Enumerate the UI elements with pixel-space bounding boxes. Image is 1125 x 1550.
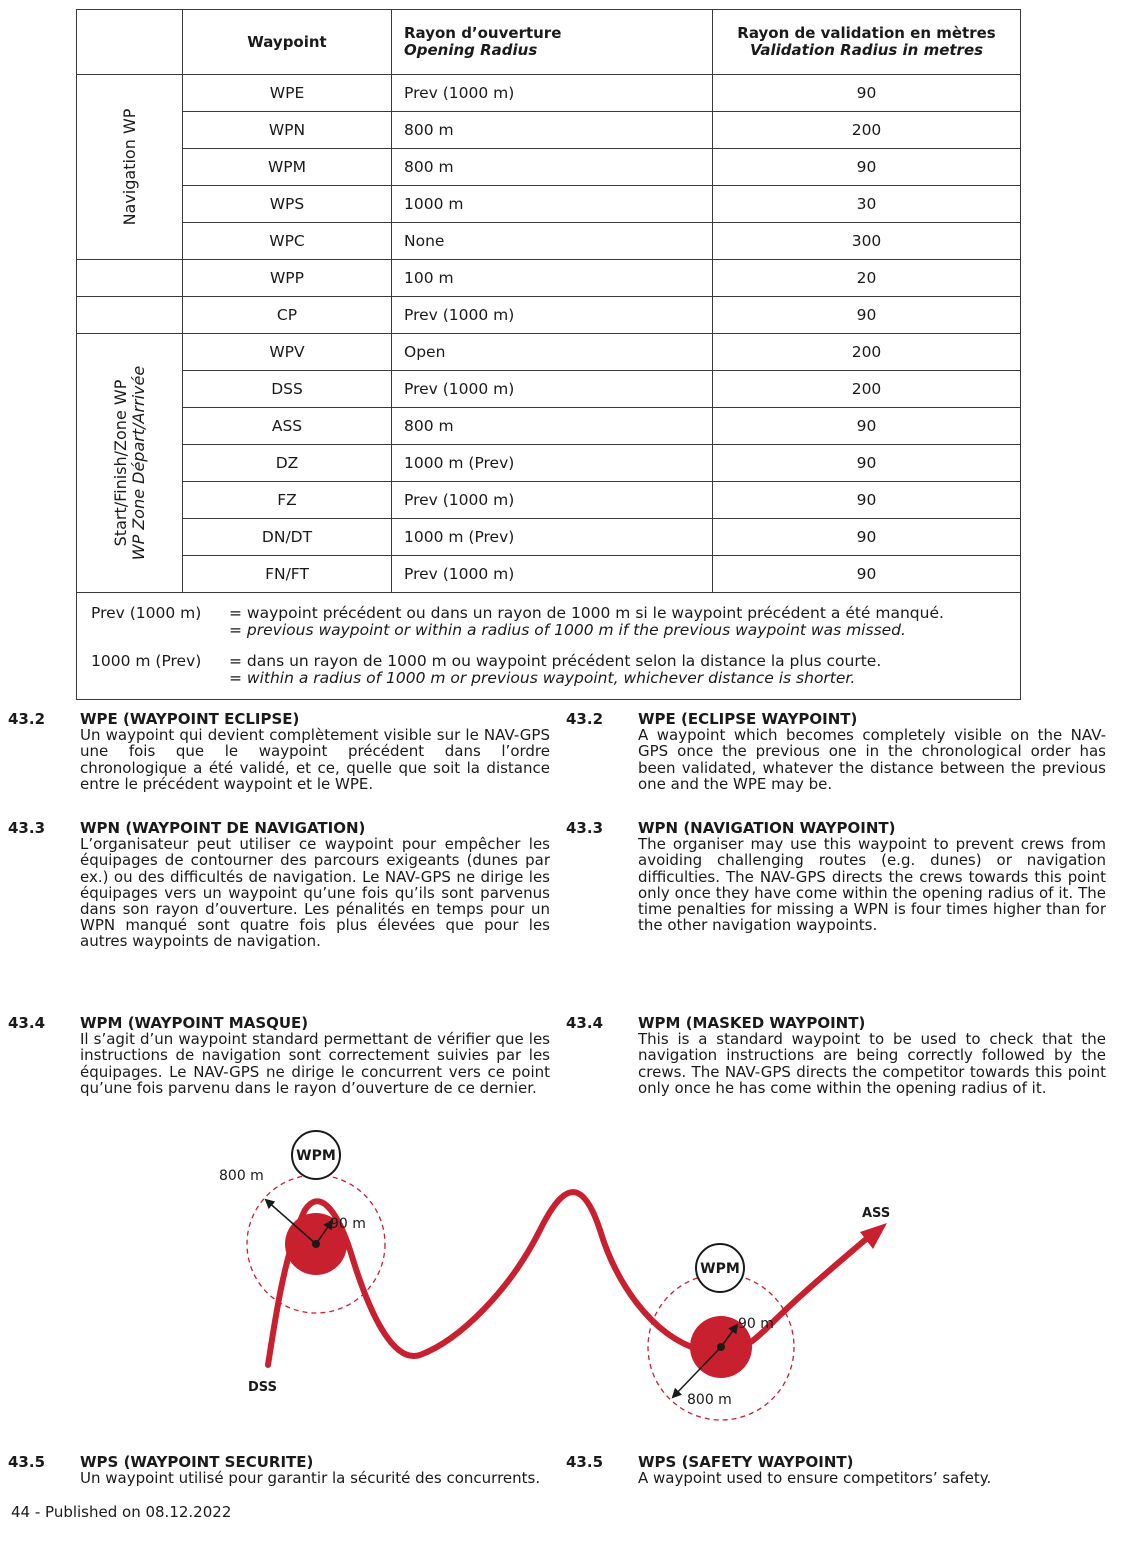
section-title: WPN (WAYPOINT DE NAVIGATION) (80, 819, 366, 837)
section-text: A waypoint which becomes completely visible on the NAV-GPS once the previous one in the chronological order has been validated, whatever the distance between the previous one and the WPE may be. (638, 726, 1106, 793)
group-label-line1: Start/Finish/Zone WP (110, 379, 130, 547)
outer-radius-label: 800 m (219, 1168, 264, 1184)
section-text: A waypoint used to ensure competitors’ safety. (638, 1469, 992, 1488)
cell-waypoint: WPV (183, 334, 392, 371)
header-group-empty (77, 10, 183, 75)
section-title: WPE (WAYPOINT ECLIPSE) (80, 710, 300, 728)
cell-validation-radius: 90 (713, 519, 1021, 556)
section-number: 43.3 (8, 819, 46, 837)
section-number: 43.5 (566, 1453, 604, 1471)
cell-waypoint: CP (183, 297, 392, 334)
section-title: WPS (WAYPOINT SECURITE) (80, 1453, 314, 1471)
cell-validation-radius: 30 (713, 186, 1021, 223)
group-navigation (77, 75, 183, 260)
table-row (77, 223, 1021, 260)
cell-waypoint: WPE (183, 75, 392, 112)
cell-opening-radius: 800 m (392, 149, 713, 186)
section-number: 43.3 (566, 819, 604, 837)
page-footer: 44 - Published on 08.12.2022 (11, 1503, 232, 1521)
end-label: ASS (862, 1206, 891, 1221)
legend-text-fr: = dans un rayon de 1000 m ou waypoint précédent selon la distance la plus courte. (229, 652, 882, 670)
table-row (77, 149, 1021, 186)
cell-opening-radius: 800 m (392, 408, 713, 445)
group-empty-cell (77, 260, 183, 297)
cell-validation-radius: 90 (713, 445, 1021, 482)
cell-validation-radius: 90 (713, 297, 1021, 334)
wpm-badge-label: WPM (296, 1148, 336, 1164)
section-number: 43.4 (566, 1014, 604, 1032)
table-header-row (77, 10, 1021, 75)
section-title: WPN (NAVIGATION WAYPOINT) (638, 819, 896, 837)
wpm-diagram (0, 1120, 1125, 1430)
section-text: Un waypoint utilisé pour garantir la sécurité des concurrents. (80, 1469, 541, 1488)
legend-item (91, 653, 1020, 687)
route-arrowhead (860, 1223, 887, 1249)
cell-waypoint: WPS (183, 186, 392, 223)
inner-radius-label: 90 m (330, 1216, 366, 1232)
header-validation-radius (713, 10, 1021, 75)
cell-validation-radius: 200 (713, 371, 1021, 408)
legend-text (229, 653, 881, 687)
table-row (77, 186, 1021, 223)
cell-validation-radius: 200 (713, 112, 1021, 149)
group-empty-cell (77, 297, 183, 334)
legend-row (77, 593, 1021, 700)
header-validation-fr: Rayon de validation en mètres (737, 24, 996, 42)
cell-opening-radius: Prev (1000 m) (392, 297, 713, 334)
wpm-badge-label: WPM (700, 1261, 740, 1277)
cell-waypoint: DN/DT (183, 519, 392, 556)
section-text: Il s’agit d’un waypoint standard permettant de vérifier que les instructions de navigation sont correctement suivies par les équipages. Le NAV-GPS ne dirige le concurrent vers ce point qu’une fois parvenu dans le rayon d’ouverture de ce dernier. (80, 1030, 550, 1097)
section-title: WPE (ECLIPSE WAYPOINT) (638, 710, 858, 728)
table-row (77, 556, 1021, 593)
legend-text-en: = within a radius of 1000 m or previous waypoint, whichever distance is shorter. (229, 669, 856, 687)
table-row (77, 260, 1021, 297)
cell-opening-radius: 1000 m (392, 186, 713, 223)
legend-key: 1000 m (Prev) (91, 652, 202, 670)
start-label: DSS (248, 1380, 277, 1395)
section-text: L’organisateur peut utiliser ce waypoint pour empêcher les équipages de contourner des parcours exigeants (dunes par ex.) ou des difficultés de navigation. Le NAV-GPS ne dirige les équipages vers un waypoint qu’une fois qu’ils sont parvenus dans son rayon d’ouverture. Les pénalités en temps pour un WPN manqué sont quatre fois plus élevées que pour les autres waypoints de navigation. (80, 835, 550, 951)
section-number: 43.4 (8, 1014, 46, 1032)
cell-opening-radius: 800 m (392, 112, 713, 149)
group-start-finish (77, 334, 183, 593)
table-row (77, 519, 1021, 556)
header-validation-en: Validation Radius in metres (749, 41, 984, 59)
header-opening-en: Opening Radius (404, 41, 538, 59)
legend-text (229, 605, 944, 639)
outer-radius-label: 800 m (687, 1392, 732, 1408)
cell-validation-radius: 20 (713, 260, 1021, 297)
header-opening-fr: Rayon d’ouverture (404, 24, 562, 42)
cell-opening-radius: None (392, 223, 713, 260)
cell-validation-radius: 90 (713, 149, 1021, 186)
section-number: 43.5 (8, 1453, 46, 1471)
table-row (77, 408, 1021, 445)
inner-radius-label: 90 m (738, 1316, 774, 1332)
legend-item (91, 605, 1020, 639)
legend-text-en: = previous waypoint or within a radius of 1000 m if the previous waypoint was missed. (229, 621, 906, 639)
cell-opening-radius: 1000 m (Prev) (392, 445, 713, 482)
cell-opening-radius: Prev (1000 m) (392, 556, 713, 593)
cell-waypoint: WPN (183, 112, 392, 149)
section-title: WPM (WAYPOINT MASQUE) (80, 1014, 309, 1032)
group-label-line2: WP Zone Départ/Arrivée (128, 365, 148, 561)
table-row (77, 334, 1021, 371)
section-number: 43.2 (566, 710, 604, 728)
cell-opening-radius: Open (392, 334, 713, 371)
cell-opening-radius: 100 m (392, 260, 713, 297)
cell-waypoint: DSS (183, 371, 392, 408)
table-row (77, 297, 1021, 334)
legend-text-fr: = waypoint précédent ou dans un rayon de 1000 m si le waypoint précédent a été manqué. (229, 604, 944, 622)
cell-waypoint: DZ (183, 445, 392, 482)
cell-validation-radius: 90 (713, 482, 1021, 519)
table-row (77, 112, 1021, 149)
cell-waypoint: FN/FT (183, 556, 392, 593)
group-label-navigation: Navigation WP (119, 108, 139, 226)
cell-validation-radius: 90 (713, 408, 1021, 445)
section-number: 43.2 (8, 710, 46, 728)
header-waypoint: Waypoint (183, 10, 392, 75)
cell-opening-radius: Prev (1000 m) (392, 75, 713, 112)
section-text: The organiser may use this waypoint to prevent crews from avoiding challenging routes (e.g. dunes) or navigation difficulties. The NAV-GPS directs the crews towards this point only once they have come within the opening radius of it. The time penalties for missing a WPN is four times higher than for the other navigation waypoints. (638, 835, 1106, 935)
cell-waypoint: WPM (183, 149, 392, 186)
cell-waypoint: ASS (183, 408, 392, 445)
table-row (77, 371, 1021, 408)
header-opening-radius (392, 10, 713, 75)
cell-waypoint: WPC (183, 223, 392, 260)
cell-validation-radius: 300 (713, 223, 1021, 260)
section-title: WPM (MASKED WAYPOINT) (638, 1014, 866, 1032)
table-row (77, 445, 1021, 482)
cell-opening-radius: Prev (1000 m) (392, 482, 713, 519)
table-row (77, 75, 1021, 112)
cell-validation-radius: 90 (713, 75, 1021, 112)
section-text: This is a standard waypoint to be used to check that the navigation instructions are being correctly followed by the crews. The NAV-GPS directs the competitor towards this point only once he has come within the opening radius of it. (638, 1030, 1106, 1097)
legend-key: Prev (1000 m) (91, 604, 202, 622)
cell-waypoint: WPP (183, 260, 392, 297)
cell-validation-radius: 200 (713, 334, 1021, 371)
group-label-start-finish (112, 366, 148, 560)
table-row (77, 482, 1021, 519)
section-title: WPS (SAFETY WAYPOINT) (638, 1453, 854, 1471)
cell-opening-radius: 1000 m (Prev) (392, 519, 713, 556)
cell-waypoint: FZ (183, 482, 392, 519)
waypoint-table (76, 9, 1021, 700)
section-text: Un waypoint qui devient complètement visible sur le NAV-GPS une fois que le waypoint précédent dans l’ordre chronologique a été validé, et ce, quelle que soit la distance entre le précédent waypoint et le WPE. (80, 726, 550, 793)
legend-cell (77, 593, 1021, 700)
cell-opening-radius: Prev (1000 m) (392, 371, 713, 408)
cell-validation-radius: 90 (713, 556, 1021, 593)
